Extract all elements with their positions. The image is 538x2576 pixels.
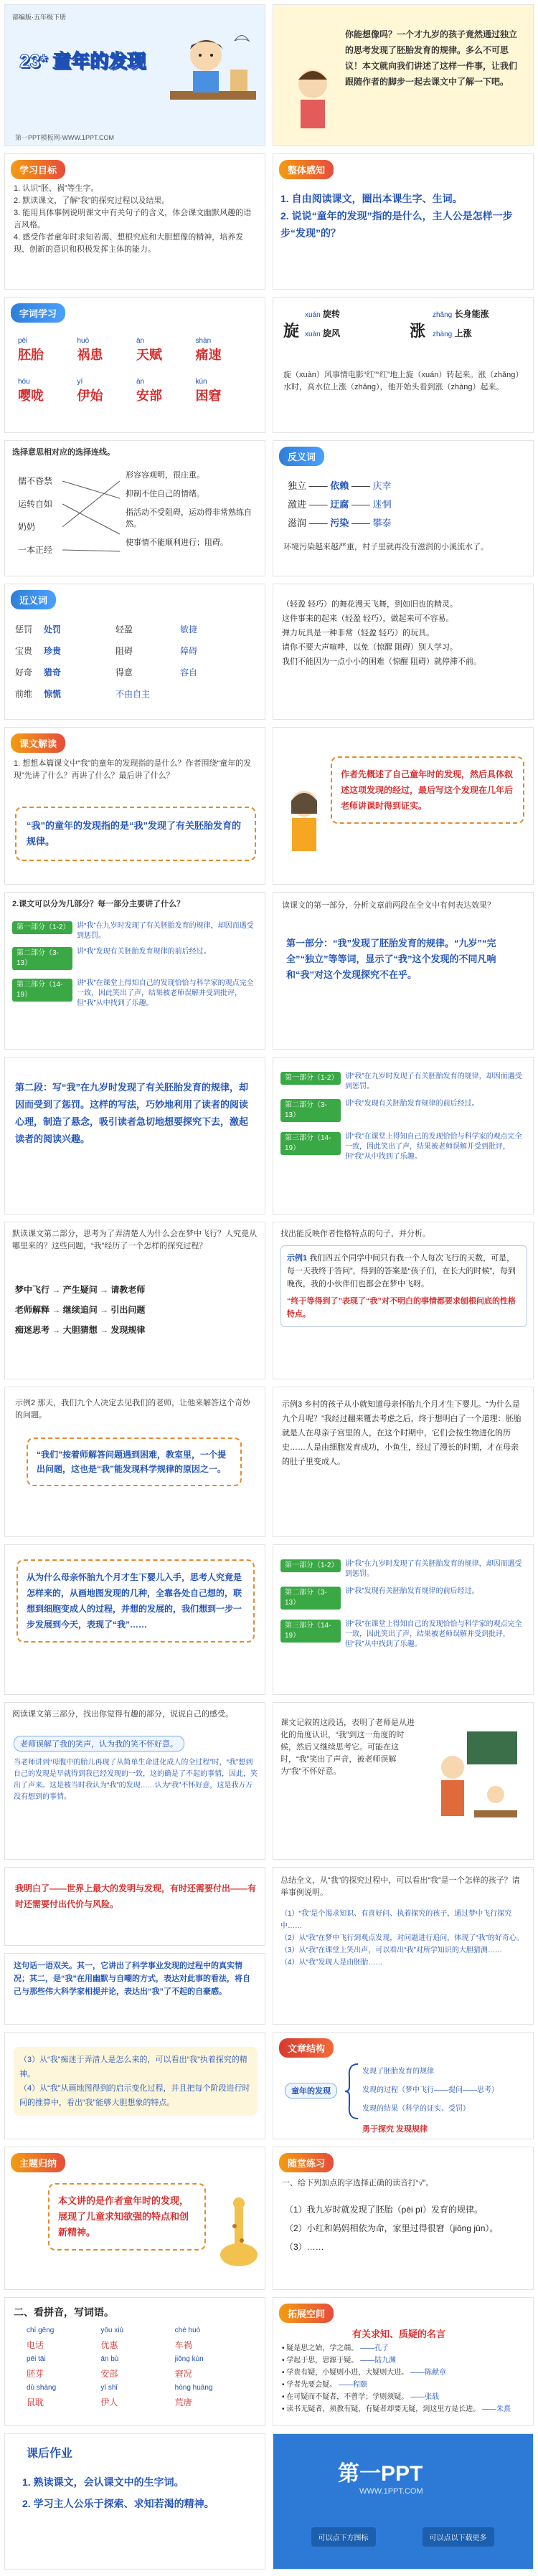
quote-slide (4, 1867, 265, 1946)
goals-slide (4, 153, 265, 290)
example2-text: 示例2 那天，我们九个人决定去见我们的老师，让他来解答这个奇妙的问题。 (15, 1399, 251, 1420)
parts-slide (4, 892, 265, 1050)
polyphone-note: 旋（xuàn）风事情电影“红”“红”地上旋（xuán）转起来。涨（zhǎng）水时，高水位上涨（zhǎng），他开始头看到涨（zhàng）起来。 (283, 371, 524, 391)
child-illustration (280, 62, 345, 141)
parts-question: 2.课文可以分为几部分？每一部分主要讲了什么？ (12, 900, 185, 908)
part2-analysis-text: 第二段：写“我”在九岁时发现了有关胚胎发育的规律，却因而受到了惩罚。这样的写法，巧妙地利用了读者的阅读心理，制造了悬念，吸引读者急切地想要探究下去，激起读者的阅读兴趣。 (15, 1082, 249, 1144)
process-slide (4, 1222, 265, 1379)
synonym-slide (4, 584, 265, 720)
antonym-note: 环境污染越来越严重，村子里就再没有滋润的小溪流水了。 (283, 543, 489, 551)
practice-slide (273, 2147, 534, 2290)
antonym-rows: 独立 —— 依赖 —— 庆幸 激进 —— 迂腐 —— 迷惘 滋润 —— 污染 —— 攀泰 (288, 480, 392, 528)
vocab-item: huò 祸患 (77, 337, 103, 362)
boy-illustration (163, 19, 263, 141)
vocab-item: yī 伊始 (77, 378, 103, 403)
polyphone-left-list: xuán 旋转 xuàn 旋风 (305, 309, 341, 338)
polyphone-right-list: zhǎng 长身能涨 zhàng 上涨 (433, 309, 489, 338)
process-flow: 梦中飞行 → 产生疑问 → 请教老师 老师解释 → 继续追问 → 引出问题 痴迷思考 → 大胆猜想 → 发现规律 (15, 1285, 146, 1335)
goals-tag: 学习目标 (11, 160, 65, 179)
reading-slide (4, 727, 265, 885)
parts-recap2-slide (273, 1544, 534, 1695)
example1-slide (273, 1222, 534, 1379)
matching-left: 儒不昏禁 运转自如 奶奶 一本正经 (18, 476, 53, 555)
homework-slide (4, 2433, 265, 2570)
reading-q1: 1. 想想本篇课文中“我”的童年的发现指的是什么？作者围绕“童年的发现”先讲了什么？再讲了什么？最后讲了什么？ (14, 759, 252, 780)
girl-illustration (279, 785, 329, 871)
matching-slide (4, 440, 265, 576)
reading-a1: “我”的童年的发现指的是“我”发现了有关胚胎发育的规律。 (15, 807, 256, 861)
parts-recap-slide (273, 1057, 534, 1215)
practice-items: （1）我九岁时就发现了胚胎（pēi pī）发育的规律。 （2）小红和妈妈相依为命，家里过得很窘（jiǒng jūn）。 （3）…… (285, 2205, 499, 2252)
antonym-slide (273, 440, 534, 576)
goal-item: 2. 默读课文，了解“我”的探究过程以及结果。 (14, 196, 170, 205)
parts-list: 第一部分（1-2） 讲“我”在九岁时发现了有关胚胎发育的规律，却因而遇受到惩罚。 第二部分（3-13） 讲“我”发现有关胚胎发育规律的前后经过。 第三部分（14-19） 讲“我”在课堂上得知自己的发现恰恰与科学家的观点完全一致，因此笑出了声，结果被老师误解并受到批评，但“我”从中找到了乐趣。 (12, 921, 259, 1009)
example3-analysis: 从为什么母亲怀胎九个月才生下婴儿入手，思考人究竟是怎样来的，从画地图发现的几种，全靠各处自己想的，联想到细胞变成人的过程，并想的发展的，我们想到一步一步发展到今天，表现了“我”…… (16, 1559, 255, 1643)
part3-question: 阅读课文第三部分，找出你觉得有趣的部分，说说自己的感受。 (12, 1710, 233, 1719)
classroom-illustration (424, 1724, 524, 1846)
vocab-item: kùn 困窘 (195, 378, 222, 403)
pinyin-grid: chí gēng yōu xiù chè huò 电话 优惠 车祸 pēi tāi ān bù jiǒng kùn 胚芽 安部 窘况 dù shāng yī shǐ hōng huāng 鼠耽 伊人 荒唐 (27, 2327, 213, 2408)
structure-slide (273, 2032, 534, 2139)
example3-text: 示例3 乡村的孩子从小就知道母亲怀胎九个月才生下婴儿。“为什么是九个月呢？”我经过翻来覆去考虑之后，终于想明白了一个道理：胚胎就是人在母亲子宫里的人，在这个时期中，它们会按生物进化的历史……人是由细胞发育成功，小鱼生，经过了漫长的时期，才在母亲的肚子里变成人。 (282, 1400, 522, 1466)
pinyin-slide (4, 2297, 265, 2426)
parts-recap2-list: 第一部分（1-2） 讲“我”在九岁时发现了有关胚胎发育的规律，却因而遇受到惩罚。 第二部分（3-13） 讲“我”发现有关胚胎发育规律的前后经过。 第三部分（14-19） 讲“我”在课堂上得知自己的发现恰恰与科学家的观点完全一致，因此笑出了声，结果被老师误解并受到批评，但“我”从中找到了乐趣。 (280, 1559, 527, 1650)
part3-slide (4, 1702, 265, 1860)
vocab-item: pēi 胚胎 (18, 337, 44, 362)
goal-item: 3. 能用具体事例说明课文中有关句子的含义，体会课文幽默风趣的语言风格。 (14, 209, 252, 229)
lesson-title: 23* 童年的发现 (19, 50, 146, 72)
homework-tag: 课后作业 (27, 2448, 73, 2460)
vocab-item: shàn 痛速 (195, 337, 222, 362)
part3-label: 老师误解了我的笑声，认为我的笑不怀好意。 (14, 1736, 184, 1752)
pinyin-question: 二、看拼音，写词语。 (14, 2306, 114, 2318)
pun-slide (4, 1953, 265, 2025)
overview-slide (273, 153, 534, 290)
example3-analysis-slide (4, 1544, 265, 1695)
polyphone-right-char: 涨 (410, 322, 426, 340)
site-label: 第一PPT模板网-WWW.1PPT.COM (15, 134, 114, 141)
vocab-slide (4, 297, 265, 433)
summary-slide (273, 1867, 534, 2025)
part1-question: 读课文的第一部分，分析文章前两段在全文中有何表达效果？ (282, 901, 495, 910)
theme-slide (4, 2147, 265, 2290)
intro-text: 你能想像吗？一个才九岁的孩子竟然通过独立的思考发现了胚胎发育的规律。多么不可思议！本文就向我们讲述了这样一件事，让我们跟随作者的脚步一起去课文中了解一下吧。 (345, 29, 518, 87)
extension-list: • 疑是思之始，学之端。 ——孔子 • 学起于思，思源于疑。 ——陆九渊 • 学贵有疑，小疑则小进，大疑则大进。 ——陈献章 • 学者先要会疑。 ——程颐 • 在可疑而不疑者，不曾学；学则须疑。 ——张载 • 读书无疑者，须教有疑，有疑者却要无疑，到这里方是长进。 ——朱熹 (282, 2344, 511, 2413)
practice-question: 一、给下列加点的字选择正确的读音打“√”。 (282, 2179, 434, 2187)
process-question: 默读课文第二部分，思考为了弄清楚人为什么会在梦中飞行？人究竟从哪里来的？这些问题，“我”经历了一个怎样的探究过程？ (12, 1230, 257, 1250)
vocab-tag: 字词学习 (11, 303, 65, 323)
vocab-grid (18, 337, 255, 404)
part2-analysis-slide (4, 1057, 265, 1215)
traits-slide (4, 2032, 265, 2139)
giraffe-illustration (213, 2197, 263, 2276)
overview-questions (280, 190, 527, 242)
parts-recap-list: 第一部分（1-2） 讲“我”在九岁时发现了有关胚胎发育的规律，却因而遇受到惩罚。 第二部分（3-13） 讲“我”发现有关胚胎发育规律的前后经过。 第三部分（14-19） 讲“我”在课堂上得知自己的发现恰恰与科学家的观点完全一致，因此笑出了声，结果被老师误解并受到批评，但“我”从中找到了乐趣。 (280, 1072, 527, 1162)
fill-list: （轻盈 轻巧）的舞花漫天飞舞，到如旧也的精灵。 这件事来的起来（轻盈 轻巧），做起来可不容易。 弹力玩具是一种非常（轻盈 轻巧）的玩具。 请你不要大声喧哗，以免（惊醒 阻碍）别人学习。 我们不能因为一点小小的困难（惊醒 阻碍）就停滞不前。 (282, 600, 482, 666)
structure-center: 童年的发现 (285, 2083, 337, 2099)
structure-tag: 文章结构 (279, 2038, 334, 2058)
extension-tag: 拓展空间 (279, 2304, 334, 2323)
brand-slide (273, 2433, 534, 2570)
polyphone-left-char: 旋 (283, 322, 300, 340)
fill-slide (273, 584, 534, 720)
matching-title: 选择意思相对应的选择连线。 (12, 448, 115, 457)
title-slide (4, 4, 265, 146)
brand-logo: 第一PPT (338, 2462, 423, 2486)
intro-slide (273, 4, 534, 146)
homework-list: 1. 熟读课文，会认课文中的生字词。 2. 学习主人公乐于探索、求知若渴的精神。 (22, 2476, 214, 2509)
goal-item: 1. 认识“胚、祸”等生字。 (14, 184, 99, 193)
brand-url: WWW.1PPT.COM (359, 2487, 423, 2496)
overview-q1: 1. 自由阅读课文，圈出本课生字、生词。 (280, 193, 463, 204)
pun-text: 这句话一语双关。其一，它讲出了科学事业发现的过程中的真实情况；其二，是“我”在用幽默与自嘲的方式，表达对此事的看法，将自己与那些伟大科学家相提并论，表达出“我”了不起的自豪感。 (14, 1962, 250, 1996)
part1-answer: 第一部分：“我”发现了胚胎发育的规律。“九岁”“完全”“独立”等等词，显示了“我”这个发现的不同凡响和“我”对这个发现探究不在乎。 (286, 938, 496, 980)
part3-analysis: 课文记叙的这段话，表明了老师是从进化的角度认识，“我”到这一角度的时候，然后又继续思考它。可能在这时，“我”笑出了声音，被老师误解为“我”不怀好意。 (280, 1719, 415, 1776)
polyphone-slide (273, 297, 534, 433)
matching-lines (62, 470, 120, 563)
theme-tag: 主题归纳 (11, 2153, 65, 2172)
answer-slide (273, 727, 534, 885)
part3-text: 当老师讲到“母腹中的胎儿再现了从简单生命进化成人的全过程”时，“我”想到自己的发现是早就得到我已经发现的一致，这的确是了不起的事情，因此，笑出了声来。这是被当时我认为“我”的发现……认为“我”不怀好意，这是我万万没有想到的事情。 (14, 1759, 258, 1801)
synonym-rows: 惩罚 处罚 轻盈 敏捷 宝贵 珍贵 阻碍 障碍 好奇 猎奇 得意 容自 前维 惊慌 不由自主 (15, 624, 198, 699)
antonym-tag: 反义词 (279, 447, 324, 466)
reading-tag: 课文解读 (11, 733, 65, 753)
example1-box: 示例1 我们四五个同学中间只有我一个人每次飞行的天数，可是，每一天我终于答问”，得到的答案是“孩子们，在长大的时候”，每到晚夜，我的小伙伴们也都会在梦中飞呀。 “终于等得到了”表现了“我”对不明白的事情都要求刨根问底的性格特点。 (280, 1245, 527, 1327)
example-title: 找出能反映作者性格特点的句子，并分析。 (280, 1230, 430, 1238)
synonym-tag: 近义词 (11, 590, 56, 609)
example3-slide (273, 1387, 534, 1537)
vocab-item: hóu 嘤咙 (18, 378, 44, 403)
brand-cta-row (288, 2527, 517, 2547)
quote-text: 我明白了——世界上最大的发明与发现，有时还需要付出——有时还需要付出代价与风险。 (15, 1883, 257, 1909)
edition: 部编版·五年级下册 (12, 14, 66, 21)
theme-text: 本文讲的是作者童年时的发现，展现了儿童求知欲强的特点和创新精神。 (48, 2183, 206, 2251)
overview-q2: 2. 说说“童年的发现”指的是什么，主人公是怎样一步步“发现”的？ (280, 210, 513, 239)
answer-text: 作者先概述了自己童年时的发现，然后具体叙述这项发现的经过，最后写这个发现在几年后老师讲课时得到证实。 (331, 756, 524, 824)
example2-slide (4, 1387, 265, 1537)
structure-branches: 发现了胚胎发育的规律 发现的过程（梦中飞行——提问——思考） 发现的结果（科学的证实、受罚） (362, 2068, 499, 2113)
goals-list (14, 183, 258, 256)
vocab-item: ān 安部 (136, 378, 162, 403)
traits-list: （3）从“我”痴迷于弄清人是怎么来的，可以看出“我”执着探究的精神。 （4）从“我”从画地图得到的启示变化过程，并且把每个阶段进行时间的推算中，看出“我”能够大胆想象的特点。 (14, 2047, 258, 2116)
part3-analysis-slide (273, 1702, 534, 1860)
part1-analysis-slide (273, 892, 534, 1050)
vocab-item: ān 天赋 (136, 337, 162, 362)
summary-question: 总结全文，从“我”的探究过程中，可以看出“我”是一个怎样的孩子？请举事例说明。 (280, 1876, 520, 1897)
example2-analysis: “我们”按着师解答问题遇到困难，教室里，一个提出问题，这也是“我”能发现科学规律的原因之一。 (27, 1437, 242, 1486)
extension-slide (273, 2297, 534, 2426)
extension-title: 有关求知、质疑的名言 (352, 2329, 446, 2339)
practice-tag: 随堂练习 (279, 2153, 334, 2172)
overview-tag: 整体感知 (279, 160, 334, 179)
structure-summary: 勇于探究 发现规律 (362, 2125, 428, 2134)
matching-right: 形容容观明，很庄重。 抑制不住自己的情绪。 指活动不受阻碍，运动得非常熟练自然。 使事情不能顺利进行；阻碍。 (126, 471, 252, 547)
structure-brace (345, 2063, 359, 2120)
cta-button-2[interactable]: 可以点以下载更多 (423, 2527, 494, 2547)
goal-item: 4. 感受作者童年时求知若渴、想根究底和大胆想像的精神，培养发现、创新的意识和积极发挥主体的能力。 (14, 233, 244, 254)
cta-button-1[interactable]: 可以点下方图标 (311, 2527, 376, 2547)
summary-list: （1）“我”是个渴求知识、有喜好问、执着探究的孩子，通过梦中飞行探究中…… （2）从“我”在梦中飞行到观点发现，对问题进行追问，体现了“我”的好奇心。 （3）从“我”在课堂上笑出声，可以看出“我”对所学知识的大胆猜测…… （4）从“我”发现人是由胚胎…… (280, 1910, 524, 1967)
